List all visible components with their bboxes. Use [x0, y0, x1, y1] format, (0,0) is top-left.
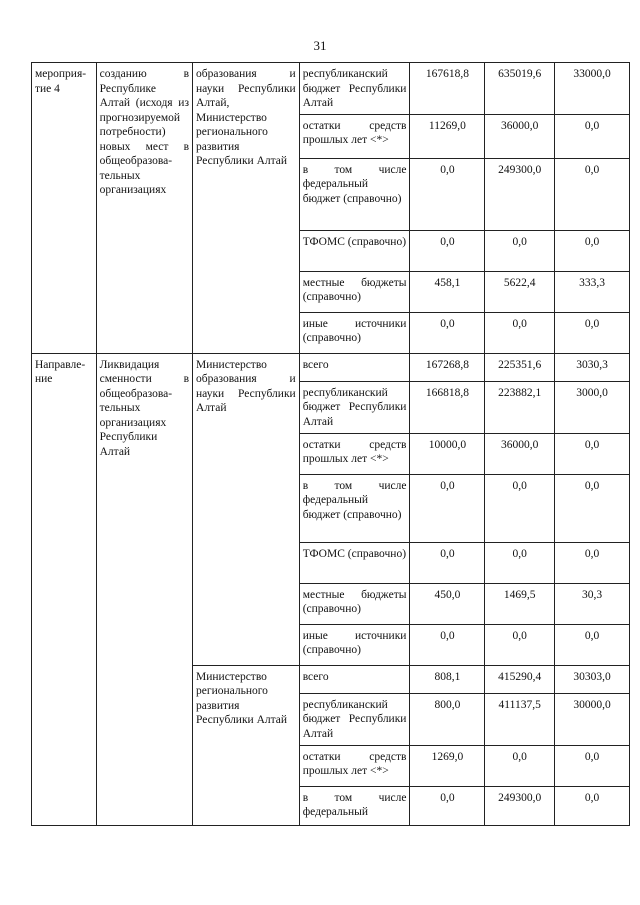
value-cell: 1469,5 — [485, 583, 555, 624]
funding-source-cell: всего — [299, 353, 410, 381]
value-cell: 5622,4 — [485, 271, 555, 312]
value-cell: 166818,8 — [410, 381, 485, 433]
funding-source-cell: иные источники (справочно) — [299, 312, 410, 353]
funding-source-cell: республиканский бюджет Республики Алтай — [299, 381, 410, 433]
value-cell: 415290,4 — [485, 665, 555, 693]
funding-source-cell: в том числе федеральный бюджет (справочно) — [299, 474, 410, 542]
value-cell: 0,0 — [485, 624, 555, 665]
value-cell: 0,0 — [555, 542, 630, 583]
value-cell: 30303,0 — [555, 665, 630, 693]
value-cell: 0,0 — [485, 312, 555, 353]
funding-source-cell: республиканский бюджет Республики Алтай — [299, 693, 410, 745]
value-cell: 30000,0 — [555, 693, 630, 745]
value-cell: 249300,0 — [485, 158, 555, 230]
value-cell: 1269,0 — [410, 745, 485, 786]
value-cell: 249300,0 — [485, 786, 555, 825]
value-cell: 0,0 — [410, 786, 485, 825]
funding-source-cell: местные бюджеты (справочно) — [299, 271, 410, 312]
value-cell: 411137,5 — [485, 693, 555, 745]
value-cell: 0,0 — [555, 114, 630, 158]
value-cell: 33000,0 — [555, 63, 630, 115]
direction-description-cell: Ликвидация сменности в общеобразова-тельных организациях Республики Алтай — [96, 353, 192, 825]
budget-table — [31, 62, 630, 826]
executor-cell: Министерство регионального развития Республики Алтай — [193, 665, 300, 825]
value-cell: 0,0 — [485, 745, 555, 786]
executor-cell: образования и науки Республики Алтай, Министерство регионального развития Республики Алтай — [193, 63, 300, 354]
funding-source-cell: иные источники (справочно) — [299, 624, 410, 665]
event-description-cell: созданию в Республике Алтай (исходя из прогнозируемой потребности) новых мест в общеобразова-тельных организациях — [96, 63, 192, 354]
value-cell: 635019,6 — [485, 63, 555, 115]
value-cell: 0,0 — [555, 474, 630, 542]
table-row — [32, 353, 630, 381]
value-cell: 225351,6 — [485, 353, 555, 381]
table-row — [32, 63, 630, 115]
funding-source-cell: местные бюджеты (справочно) — [299, 583, 410, 624]
funding-source-cell: в том числе федеральный — [299, 786, 410, 825]
value-cell: 3030,3 — [555, 353, 630, 381]
value-cell: 0,0 — [555, 158, 630, 230]
value-cell: 0,0 — [555, 745, 630, 786]
direction-cell: Направле- ние — [32, 353, 97, 825]
value-cell: 333,3 — [555, 271, 630, 312]
value-cell: 0,0 — [555, 786, 630, 825]
value-cell: 36000,0 — [485, 114, 555, 158]
funding-source-cell: всего — [299, 665, 410, 693]
value-cell: 0,0 — [555, 312, 630, 353]
value-cell: 0,0 — [410, 312, 485, 353]
value-cell: 0,0 — [410, 474, 485, 542]
value-cell: 0,0 — [485, 230, 555, 271]
value-cell: 0,0 — [410, 158, 485, 230]
value-cell: 3000,0 — [555, 381, 630, 433]
funding-source-cell: республиканский бюджет Республики Алтай — [299, 63, 410, 115]
value-cell: 0,0 — [410, 624, 485, 665]
value-cell: 450,0 — [410, 583, 485, 624]
value-cell: 0,0 — [410, 542, 485, 583]
value-cell: 223882,1 — [485, 381, 555, 433]
page-number: 31 — [313, 38, 327, 53]
value-cell: 800,0 — [410, 693, 485, 745]
funding-source-cell: ТФОМС (справочно) — [299, 542, 410, 583]
value-cell: 458,1 — [410, 271, 485, 312]
value-cell: 0,0 — [410, 230, 485, 271]
value-cell: 10000,0 — [410, 433, 485, 474]
funding-source-cell: остатки средств прошлых лет <*> — [299, 745, 410, 786]
value-cell: 36000,0 — [485, 433, 555, 474]
value-cell: 808,1 — [410, 665, 485, 693]
funding-source-cell: в том числе федеральный бюджет (справочно) — [299, 158, 410, 230]
executor-cell: Министерство образования и науки Республики Алтай — [193, 353, 300, 665]
value-cell: 11269,0 — [410, 114, 485, 158]
value-cell: 0,0 — [555, 230, 630, 271]
event-number-cell: мероприя- тие 4 — [32, 63, 97, 354]
funding-source-cell: ТФОМС (справочно) — [299, 230, 410, 271]
value-cell: 0,0 — [555, 433, 630, 474]
funding-source-cell: остатки средств прошлых лет <*> — [299, 433, 410, 474]
value-cell: 167268,8 — [410, 353, 485, 381]
value-cell: 167618,8 — [410, 63, 485, 115]
funding-source-cell: остатки средств прошлых лет <*> — [299, 114, 410, 158]
value-cell: 0,0 — [485, 474, 555, 542]
value-cell: 0,0 — [555, 624, 630, 665]
value-cell: 30,3 — [555, 583, 630, 624]
value-cell: 0,0 — [485, 542, 555, 583]
